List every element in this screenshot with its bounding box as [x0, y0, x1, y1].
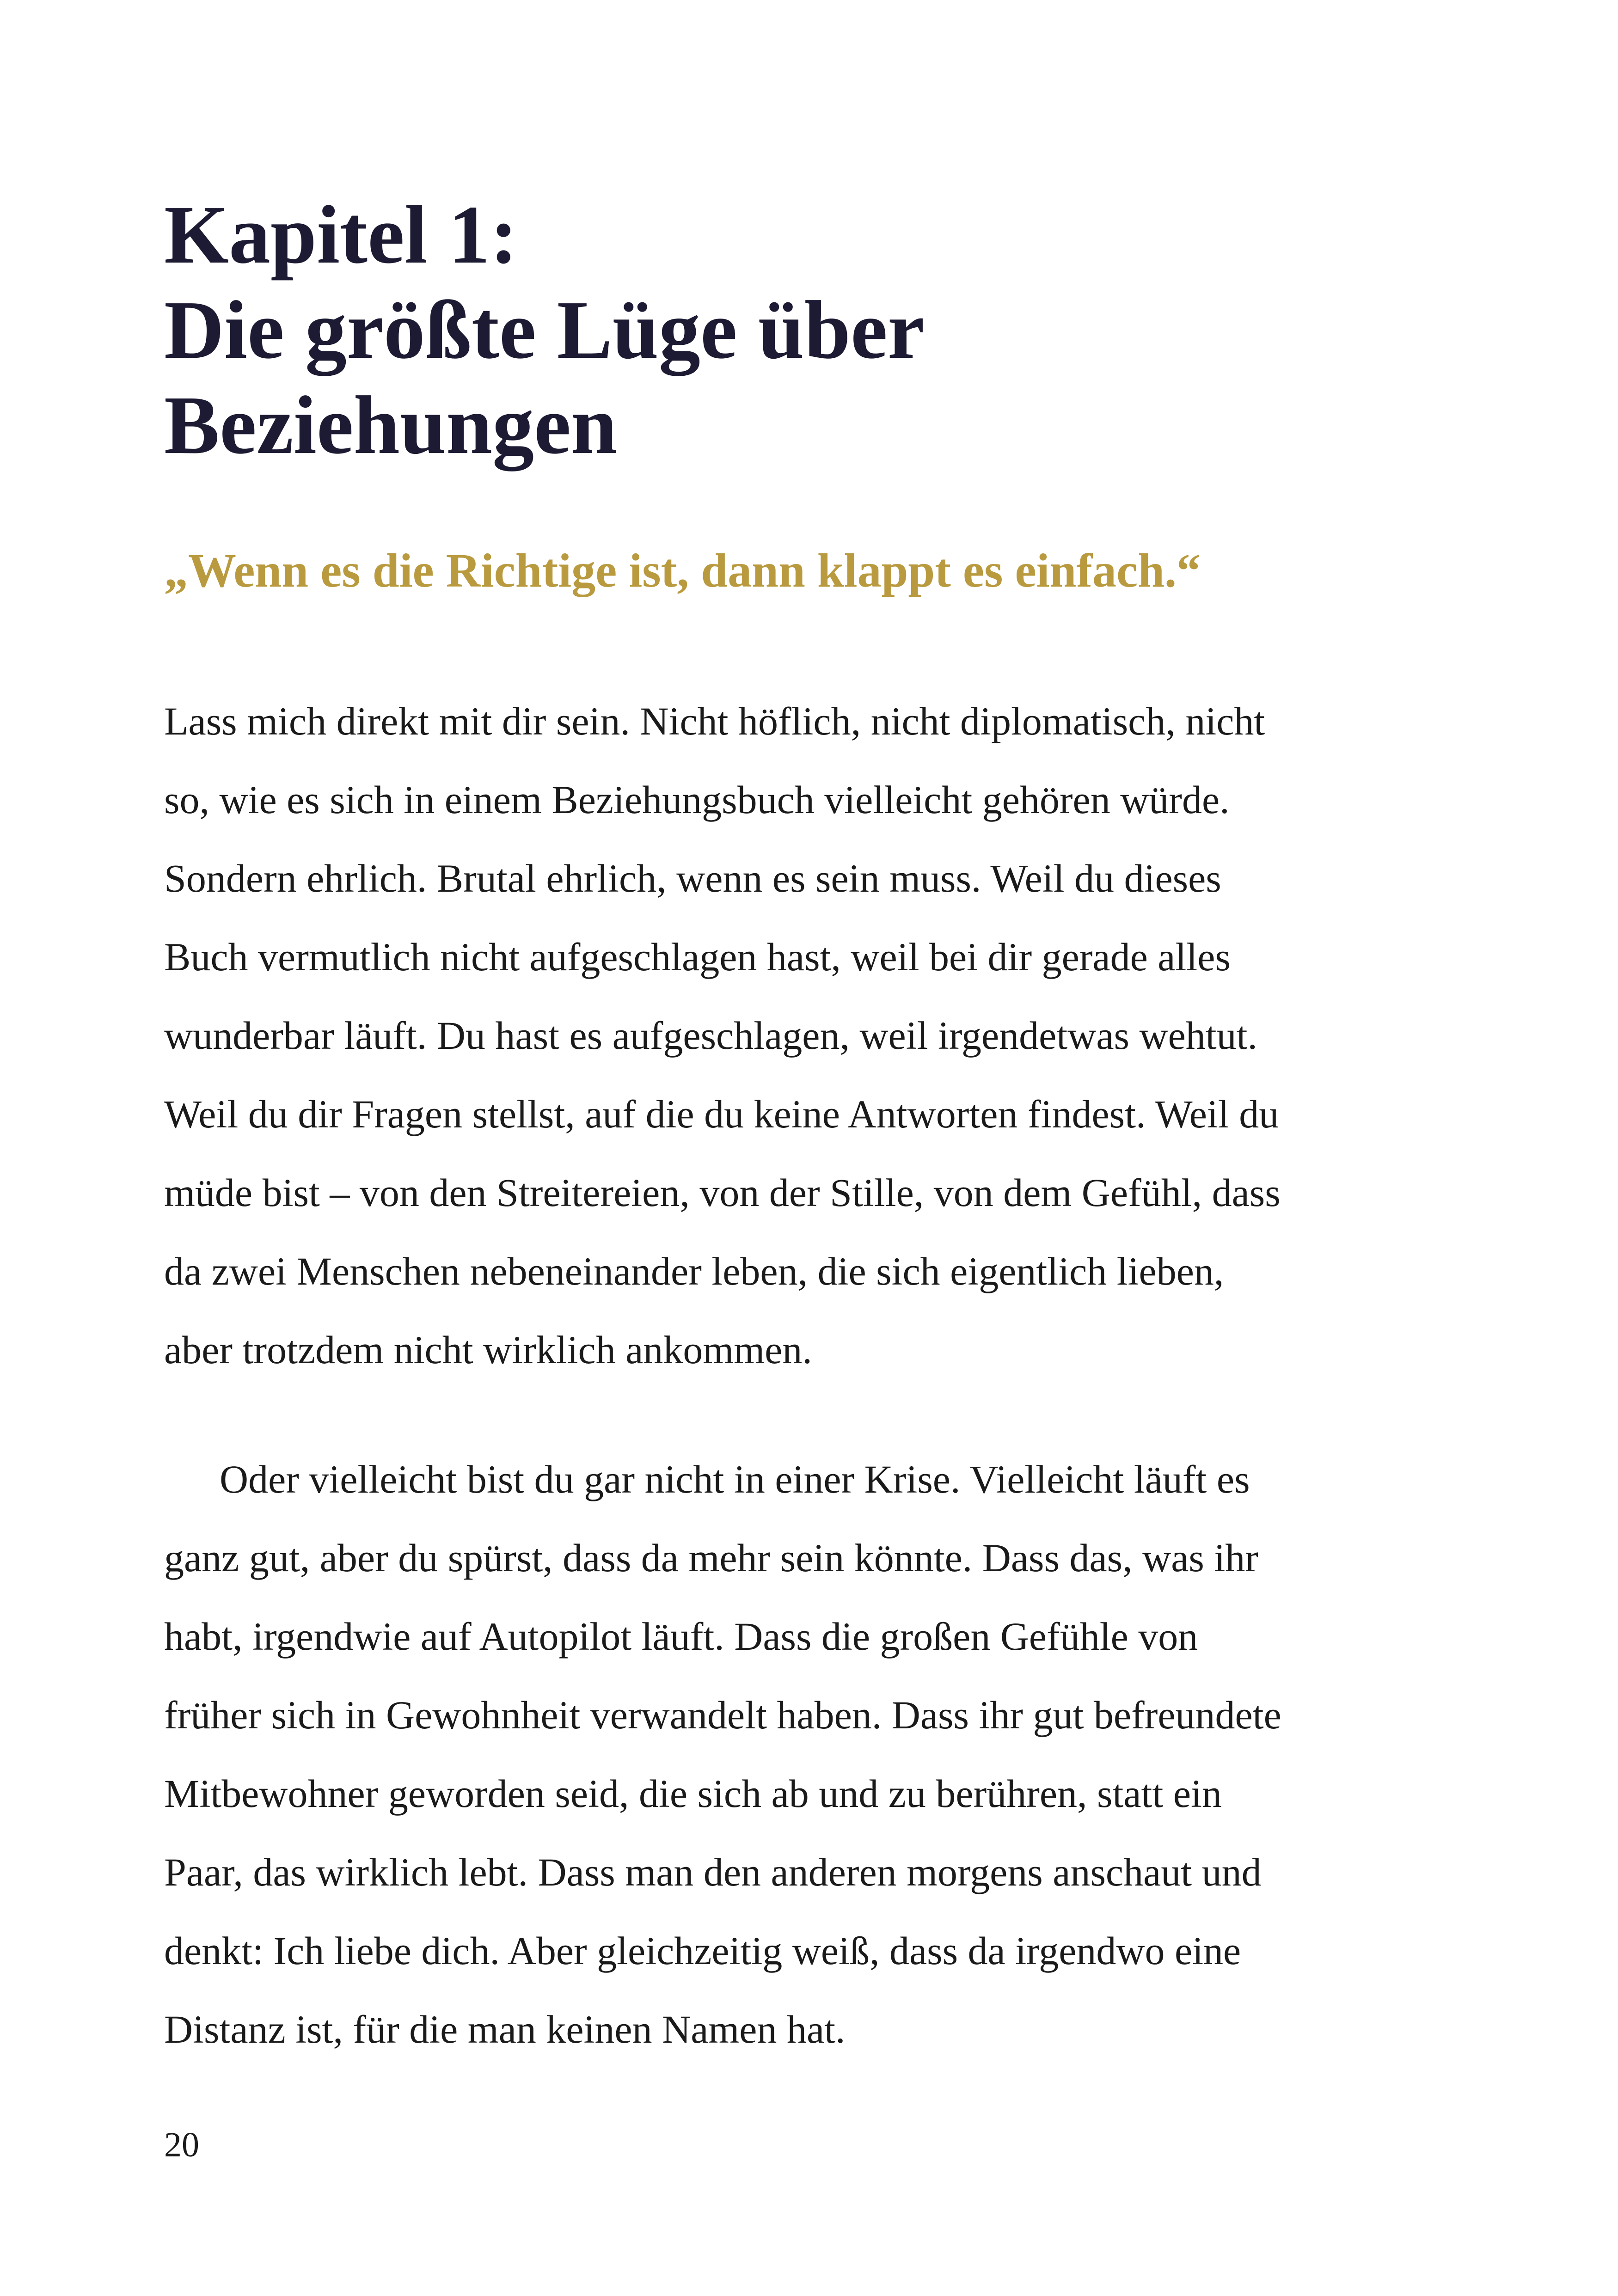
text-line: Oder vielleicht bist du gar nicht in einer Krise. Vielleicht läuft es [220, 1457, 1250, 1501]
page-number: 20 [164, 2125, 199, 2164]
text-line: ganz gut, aber du spürst, dass da mehr sein könnte. Dass das, was ihr [164, 1536, 1258, 1580]
text-line: Distanz ist, für die man keinen Namen hat. [164, 2007, 846, 2051]
chapter-title [164, 187, 1459, 473]
text-line: da zwei Menschen nebeneinander leben, die sich eigentlich lieben, [164, 1249, 1224, 1293]
text-line: wunderbar läuft. Du hast es aufgeschlagen, weil irgendetwas wehtut. [164, 1013, 1258, 1058]
chapter-title-line: Kapitel 1: [164, 189, 518, 281]
chapter-title-line: Beziehungen [164, 379, 618, 471]
text-line: Lass mich direkt mit dir sein. Nicht höflich, nicht diplomatisch, nicht [164, 699, 1265, 743]
text-line: Mitbewohner geworden seid, die sich ab und zu berühren, statt ein [164, 1771, 1222, 1816]
text-line: aber trotzdem nicht wirklich ankommen. [164, 1328, 812, 1372]
text-line: denkt: Ich liebe dich. Aber gleichzeitig weiß, dass da irgendwo eine [164, 1929, 1241, 1973]
epigraph-quote: „Wenn es die Richtige ist, dann klappt es einfach.“ [164, 544, 1201, 597]
text-line: früher sich in Gewohnheit verwandelt haben. Dass ihr gut befreundete [164, 1693, 1281, 1737]
text-line: so, wie es sich in einem Beziehungsbuch vielleicht gehören würde. [164, 778, 1230, 822]
text-line: Buch vermutlich nicht aufgeschlagen hast, weil bei dir gerade alles [164, 935, 1231, 979]
text-line: Paar, das wirklich lebt. Dass man den anderen morgens anschaut und [164, 1850, 1262, 1894]
chapter-title-line: Die größte Lüge über [164, 284, 925, 376]
text-line: Sondern ehrlich. Brutal ehrlich, wenn es sein muss. Weil du dieses [164, 856, 1221, 900]
text-line: habt, irgendwie auf Autopilot läuft. Dass die großen Gefühle von [164, 1614, 1198, 1659]
body-paragraph [164, 682, 1463, 1389]
text-line: Weil du dir Fragen stellst, auf die du keine Antworten findest. Weil du [164, 1092, 1279, 1136]
body-paragraph [164, 1440, 1463, 2069]
text-line: müde bist – von den Streitereien, von der Stille, von dem Gefühl, dass [164, 1170, 1281, 1215]
